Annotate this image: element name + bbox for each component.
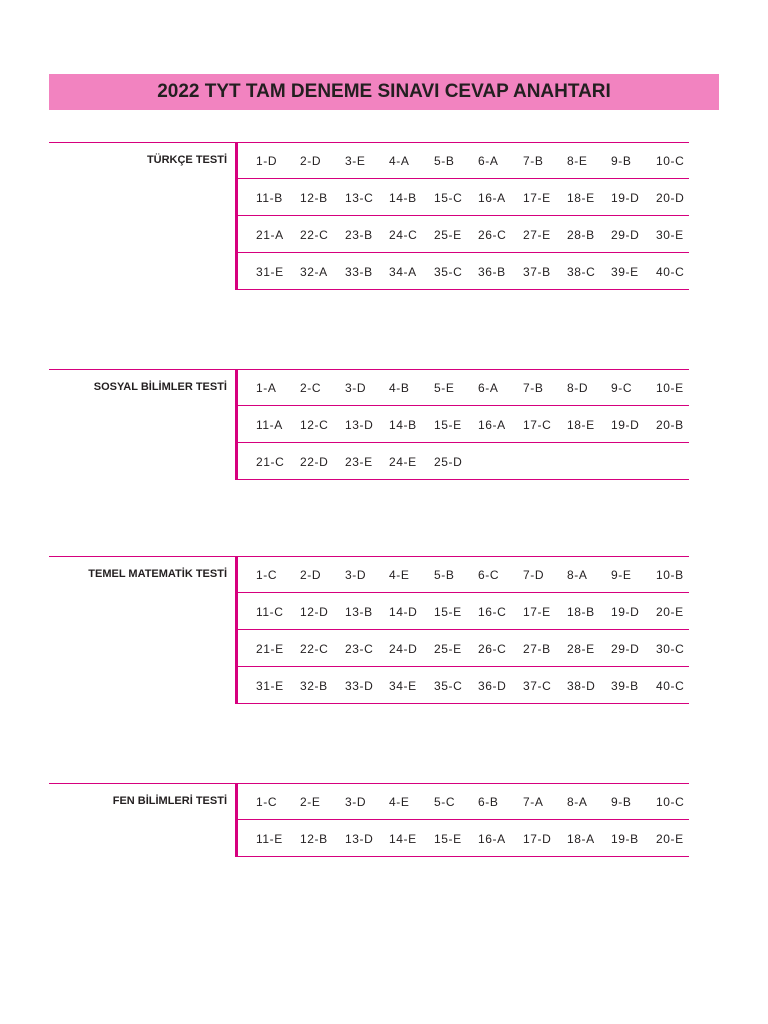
- answer-cell: 21-A: [256, 228, 284, 242]
- answer-cell: 36-D: [478, 679, 507, 693]
- title-bar: [49, 74, 719, 110]
- answer-cell: 20-E: [656, 832, 684, 846]
- answer-cell: 38-D: [567, 679, 596, 693]
- answer-cell: 9-B: [611, 154, 632, 168]
- answer-cell: 23-C: [345, 642, 374, 656]
- answer-cell: 15-E: [434, 605, 462, 619]
- answer-cell: 9-C: [611, 381, 633, 395]
- answer-cell: 24-C: [389, 228, 418, 242]
- answer-cell: 9-B: [611, 795, 632, 809]
- answer-cell: 18-E: [567, 191, 595, 205]
- answer-cell: 1-A: [256, 381, 277, 395]
- answer-cell: 1-D: [256, 154, 278, 168]
- answer-row: [238, 406, 689, 443]
- answer-cell: 30-C: [656, 642, 685, 656]
- answer-cell: 4-E: [389, 568, 410, 582]
- answer-cell: 14-D: [389, 605, 418, 619]
- answer-cell: 18-B: [567, 605, 595, 619]
- answer-rows: [238, 783, 689, 857]
- answer-row: [238, 369, 689, 406]
- answer-cell: 27-B: [523, 642, 551, 656]
- answer-cell: 20-B: [656, 418, 684, 432]
- answer-row: [238, 142, 689, 179]
- answer-cell: 3-D: [345, 381, 367, 395]
- answer-cell: 16-A: [478, 191, 506, 205]
- answer-cell: 12-C: [300, 418, 329, 432]
- answer-cell: 11-C: [256, 605, 284, 619]
- answer-cell: 11-E: [256, 832, 283, 846]
- answer-cell: 11-B: [256, 191, 283, 205]
- answer-cell: 22-D: [300, 455, 329, 469]
- answer-cell: 28-E: [567, 642, 595, 656]
- section-label: TEMEL MATEMATİK TESTİ: [88, 568, 227, 580]
- answer-cell: 16-A: [478, 832, 506, 846]
- answer-cell: 20-D: [656, 191, 685, 205]
- answer-cell: 8-A: [567, 568, 588, 582]
- answer-cell: 14-E: [389, 832, 417, 846]
- answer-cell: 3-D: [345, 795, 367, 809]
- answer-cell: 6-B: [478, 795, 499, 809]
- answer-cell: 13-C: [345, 191, 374, 205]
- answer-cell: 6-A: [478, 381, 499, 395]
- answer-cell: 22-C: [300, 642, 329, 656]
- answer-cell: 4-E: [389, 795, 410, 809]
- answer-cell: 26-C: [478, 642, 507, 656]
- answer-cell: 24-E: [389, 455, 417, 469]
- answer-cell: 19-D: [611, 605, 640, 619]
- answer-cell: 19-D: [611, 191, 640, 205]
- answer-cell: 21-E: [256, 642, 284, 656]
- answer-cell: 17-D: [523, 832, 552, 846]
- answer-cell: 39-B: [611, 679, 639, 693]
- answer-row: [238, 630, 689, 667]
- answer-cell: 40-C: [656, 679, 685, 693]
- section-label: FEN BİLİMLERİ TESTİ: [112, 795, 227, 807]
- answer-cell: 15-C: [434, 191, 463, 205]
- answer-cell: 19-D: [611, 418, 640, 432]
- section-label: SOSYAL BİLİMLER TESTİ: [93, 381, 227, 393]
- answer-cell: 13-D: [345, 832, 374, 846]
- answer-row: [238, 216, 689, 253]
- answer-cell: 30-E: [656, 228, 684, 242]
- answer-cell: 22-C: [300, 228, 329, 242]
- answer-cell: 31-E: [256, 679, 284, 693]
- answer-cell: 5-B: [434, 154, 455, 168]
- answer-cell: 38-C: [567, 265, 596, 279]
- answer-cell: 32-B: [300, 679, 328, 693]
- answer-row: [238, 593, 689, 630]
- answer-cell: 12-B: [300, 191, 328, 205]
- answer-cell: 9-E: [611, 568, 632, 582]
- answer-cell: 8-E: [567, 154, 588, 168]
- answer-cell: 37-C: [523, 679, 552, 693]
- answer-cell: 40-C: [656, 265, 685, 279]
- answer-cell: 23-E: [345, 455, 373, 469]
- answer-row: [238, 443, 689, 480]
- answer-cell: 4-B: [389, 381, 410, 395]
- answer-cell: 7-B: [523, 381, 544, 395]
- answer-row: [238, 556, 689, 593]
- answer-cell: 6-C: [478, 568, 500, 582]
- answer-cell: 17-E: [523, 605, 551, 619]
- answer-cell: 10-E: [656, 381, 684, 395]
- answer-cell: 13-D: [345, 418, 374, 432]
- answer-cell: 8-D: [567, 381, 589, 395]
- answer-cell: 25-E: [434, 228, 462, 242]
- page-title: 2022 TYT TAM DENEME SINAVI CEVAP ANAHTARI: [157, 81, 611, 102]
- answer-cell: 2-D: [300, 568, 322, 582]
- answer-cell: 1-C: [256, 795, 278, 809]
- answer-cell: 18-E: [567, 418, 595, 432]
- answer-cell: 11-A: [256, 418, 283, 432]
- answer-row: [238, 783, 689, 820]
- answer-cell: 20-E: [656, 605, 684, 619]
- answer-cell: 7-B: [523, 154, 544, 168]
- answer-cell: 31-E: [256, 265, 284, 279]
- answer-cell: 5-B: [434, 568, 455, 582]
- answer-cell: 21-C: [256, 455, 285, 469]
- answer-row: [238, 667, 689, 704]
- answer-cell: 33-D: [345, 679, 374, 693]
- answer-rows: [238, 369, 689, 480]
- answer-cell: 32-A: [300, 265, 328, 279]
- answer-cell: 14-B: [389, 191, 417, 205]
- answer-cell: 2-C: [300, 381, 322, 395]
- answer-cell: 19-B: [611, 832, 639, 846]
- answer-cell: 34-A: [389, 265, 417, 279]
- answer-cell: 25-E: [434, 642, 462, 656]
- answer-cell: 35-C: [434, 265, 463, 279]
- answer-cell: 2-E: [300, 795, 321, 809]
- answer-cell: 18-A: [567, 832, 595, 846]
- answer-cell: 5-C: [434, 795, 456, 809]
- answer-cell: 3-E: [345, 154, 366, 168]
- answer-cell: 10-B: [656, 568, 684, 582]
- answer-cell: 17-C: [523, 418, 552, 432]
- answer-cell: 10-C: [656, 154, 685, 168]
- answer-cell: 4-A: [389, 154, 410, 168]
- answer-cell: 37-B: [523, 265, 551, 279]
- answer-cell: 26-C: [478, 228, 507, 242]
- answer-cell: 24-D: [389, 642, 418, 656]
- answer-cell: 12-D: [300, 605, 329, 619]
- answer-cell: 7-A: [523, 795, 544, 809]
- answer-cell: 39-E: [611, 265, 639, 279]
- answer-row: [238, 179, 689, 216]
- answer-cell: 16-A: [478, 418, 506, 432]
- answer-cell: 29-D: [611, 642, 640, 656]
- answer-cell: 25-D: [434, 455, 463, 469]
- section-label: TÜRKÇE TESTİ: [146, 154, 227, 166]
- answer-cell: 2-D: [300, 154, 322, 168]
- answer-cell: 15-E: [434, 418, 462, 432]
- answer-rows: [238, 142, 689, 290]
- answer-cell: 7-D: [523, 568, 545, 582]
- answer-cell: 15-E: [434, 832, 462, 846]
- answer-cell: 5-E: [434, 381, 455, 395]
- answer-cell: 17-E: [523, 191, 551, 205]
- answer-cell: 3-D: [345, 568, 367, 582]
- answer-cell: 23-B: [345, 228, 373, 242]
- answer-cell: 8-A: [567, 795, 588, 809]
- answer-cell: 33-B: [345, 265, 373, 279]
- answer-cell: 27-E: [523, 228, 551, 242]
- answer-cell: 29-D: [611, 228, 640, 242]
- answer-cell: 10-C: [656, 795, 685, 809]
- answer-row: [238, 253, 689, 290]
- answer-cell: 1-C: [256, 568, 278, 582]
- answer-cell: 16-C: [478, 605, 507, 619]
- answer-cell: 35-C: [434, 679, 463, 693]
- answer-cell: 36-B: [478, 265, 506, 279]
- answer-cell: 12-B: [300, 832, 328, 846]
- answer-cell: 13-B: [345, 605, 373, 619]
- answer-cell: 14-B: [389, 418, 417, 432]
- answer-cell: 34-E: [389, 679, 417, 693]
- answer-cell: 28-B: [567, 228, 595, 242]
- answer-cell: 6-A: [478, 154, 499, 168]
- answer-row: [238, 820, 689, 857]
- answer-rows: [238, 556, 689, 704]
